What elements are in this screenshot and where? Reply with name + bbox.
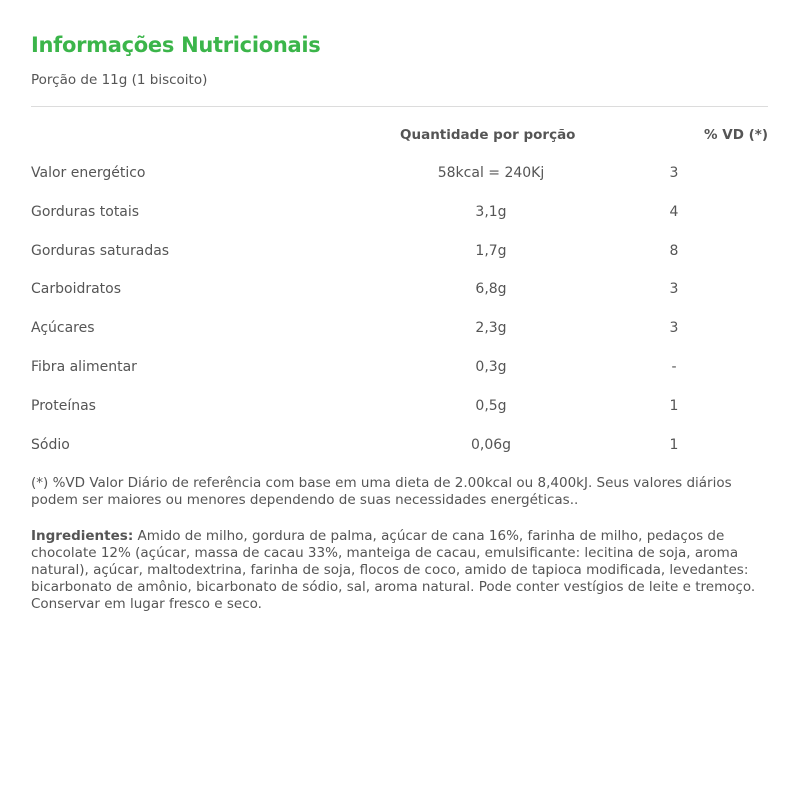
nutrient-quantity: 58kcal = 240Kj: [437, 165, 545, 181]
ingredients-label: Ingredientes:: [31, 528, 134, 544]
nutrient-quantity: 6,8g: [475, 281, 507, 298]
nutrient-daily-value: 1: [669, 436, 679, 453]
daily-value-footnote: (*) %VD Valor Diário de referência com base em uma dieta de 2.00kcal ou 8,400kJ. Seus valores diários podem ser maiores ou menores dependendo de suas necessidades energéticas..: [31, 475, 732, 508]
nutrition-table: [31, 155, 768, 465]
nutrient-name: Valor energético: [31, 165, 146, 181]
nutrient-quantity: 0,06g: [470, 436, 512, 453]
nutrient-name: Gorduras totais: [31, 203, 140, 220]
nutrient-name: Fibra alimentar: [31, 358, 137, 375]
nutrient-quantity: 0,3g: [475, 358, 507, 375]
table-row: [31, 427, 768, 466]
nutrient-daily-value: -: [671, 358, 677, 375]
ingredients-text: Amido de milho, gordura de palma, açúcar de cana 16%, farinha de milho, pedaços de chocolate 12% (açúcar, massa de cacau 33%, manteiga de cacau, emulsificante: lecitina de soja, aroma natural), açúcar, maltodextrina, farinha de soja, flocos de coco, amido de tapioca modificada, levedantes: bicarbonato de amônio, bicarbonato de sódio, sal, aroma natural. Pode conter vestígios de leite e tremoço.: [31, 528, 756, 595]
nutrient-quantity: 2,3g: [475, 320, 507, 337]
column-header-quantity: Quantidade por porção: [400, 127, 576, 143]
nutrient-daily-value: 3: [669, 320, 679, 337]
nutrient-daily-value: 3: [669, 281, 679, 298]
column-header-daily-value: % VD (*): [704, 127, 768, 143]
table-row: [31, 349, 768, 388]
portion-size: Porção de 11g (1 biscoito): [31, 72, 208, 88]
nutrient-name: Proteínas: [31, 397, 96, 414]
nutrient-name: Sódio: [31, 436, 70, 453]
table-row: [31, 233, 768, 272]
nutrient-quantity: 0,5g: [475, 397, 507, 414]
nutrient-daily-value: 4: [669, 203, 679, 220]
table-row: [31, 194, 768, 233]
ingredients-section: [31, 528, 768, 613]
page-title: Informações Nutricionais: [31, 33, 321, 57]
table-row: [31, 310, 768, 349]
table-row: [31, 388, 768, 427]
divider: [31, 106, 768, 107]
nutrient-daily-value: 3: [669, 165, 679, 181]
nutrient-quantity: 1,7g: [475, 242, 507, 259]
table-row: [31, 155, 768, 194]
table-row: [31, 271, 768, 310]
nutrient-name: Açúcares: [31, 320, 95, 337]
nutrient-daily-value: 1: [669, 397, 679, 414]
nutrient-name: Carboidratos: [31, 281, 122, 298]
nutrient-quantity: 3,1g: [475, 203, 507, 220]
storage-instructions: Conservar em lugar fresco e seco.: [31, 596, 262, 612]
nutrient-name: Gorduras saturadas: [31, 242, 170, 259]
nutrient-daily-value: 8: [669, 242, 679, 259]
